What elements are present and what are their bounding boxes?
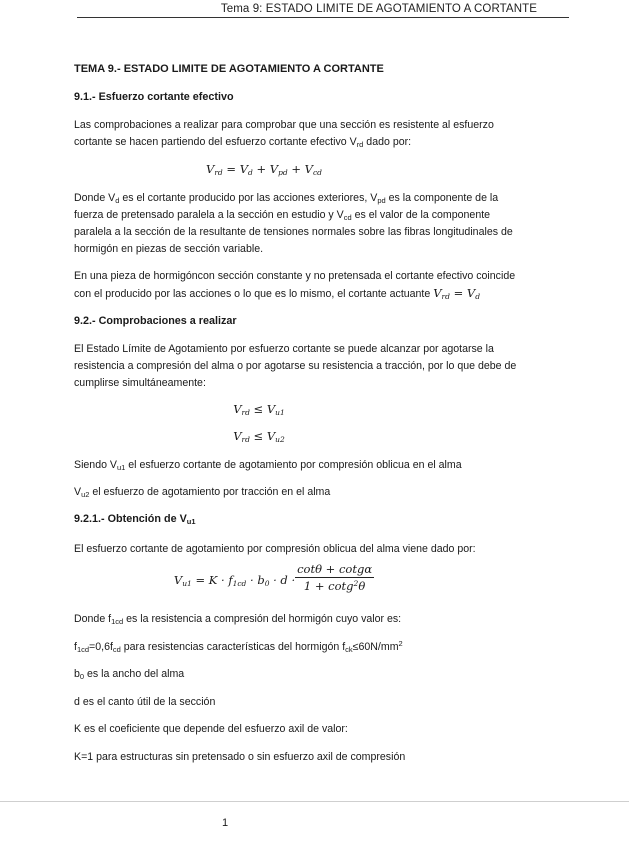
paragraph-4-line-2: resistencia a compresión del alma o por agotarse su resistencia a tracción, por lo que debe de: [74, 360, 517, 372]
section-9-2-heading: 9.2.- Comprobaciones a realizar: [74, 315, 237, 327]
paragraph-4: [74, 341, 516, 392]
paragraph-1-line-1: Las comprobaciones a realizar para comprobar que una sección es resistente al esfuerzo: [74, 119, 494, 131]
paragraph-4-line-3: cumplirse simultáneamente:: [74, 377, 206, 389]
paragraph-9: $f_{1cd}=0,6f_{cd}$ para resistencias características del hormigón $f_{ck}\le 60N/mm^2$: [74, 639, 403, 654]
paragraph-2-line-3: paralela a la sección de la resultante de tensiones normales sobre las fibras longitudinales de: [74, 226, 513, 238]
footer-divider: [0, 801, 629, 802]
paragraph-3-line-2: con el producido por las acciones o lo que es lo mismo, el cortante actuante $V_{rd} = V_d$: [74, 286, 480, 301]
paragraph-6: $V_{u2}$ el esfuerzo de agotamiento por tracción en el alma: [74, 486, 331, 499]
paragraph-10: $b_0$ es la ancho del alma: [74, 668, 185, 681]
paragraph-12: K es el coeficiente que depende del esfuerzo axil de valor:: [74, 723, 348, 735]
inequality-compression: $V_{rd} \le V_{u1}$: [233, 402, 285, 417]
document-title: TEMA 9.- ESTADO LIMITE DE AGOTAMIENTO A CORTANTE: [74, 63, 384, 75]
header-divider: [77, 17, 569, 18]
paragraph-5: Siendo $V_{u1}$ el esfuerzo cortante de agotamiento por compresión oblicua en el alma: [74, 459, 462, 472]
section-9-1-heading: 9.1.- Esfuerzo cortante efectivo: [74, 91, 234, 103]
paragraph-7: El esfuerzo cortante de agotamiento por compresión oblicua del alma viene dado por:: [74, 543, 476, 555]
page-header: [0, 0, 629, 18]
page-number: 1: [222, 817, 229, 829]
paragraph-3-line-1: En una pieza de hormigóncon sección constante y no pretensada el cortante efectivo coincide: [74, 270, 516, 282]
paragraph-4-line-1: El Estado Límite de Agotamiento por esfuerzo cortante se puede alcanzar por agotarse la: [74, 343, 494, 355]
paragraph-2-line-1: Donde $V_d$ es el cortante producido por las acciones exteriores, $V_{pd}$ es la componente de la: [74, 192, 499, 205]
equation-vu1: $V_{u1} = K \cdot f_{1cd} \cdot b_0 \cdot d$ · $\frac{\cot\theta + \cot g\alpha}{1 + \cot g^2\theta}$: [173, 562, 373, 593]
header-title: Tema 9: ESTADO LIMITE DE AGOTAMIENTO A CORTANTE: [220, 3, 537, 15]
equation-effective-shear: $V_{rd} = V_d + V_{pd} + V_{cd}$: [206, 162, 322, 177]
inequality-tension: $V_{rd} \le V_{u2}$: [233, 429, 285, 444]
paragraph-13: K=1 para estructuras sin pretensado o sin esfuerzo axil de compresión: [74, 751, 406, 763]
paragraph-11: d es el canto útil de la sección: [74, 696, 216, 708]
paragraph-1-line-2: cortante se hacen partiendo del esfuerzo cortante efectivo $V_{rd}$ dado por:: [74, 136, 412, 149]
paragraph-1: [74, 117, 494, 151]
inline-equation: $V_{rd} = V_d$: [433, 286, 480, 301]
paragraph-2: [74, 190, 513, 258]
equation-fraction: $\frac{\cot\theta + \cot g\alpha}{1 + \cot g^2\theta}$: [297, 562, 373, 593]
paragraph-3: [74, 268, 515, 303]
section-9-2-1-heading: 9.2.1.- Obtención de $V_{u1}$: [74, 513, 196, 526]
paragraph-8: Donde $f_{1cd}$ es la resistencia a compresión del hormigón cuyo valor es:: [74, 613, 402, 626]
paragraph-2-line-2: fuerza de pretensado paralela a la sección en estudio y $V_{cd}$ es el valor de la componente: [74, 209, 491, 222]
paragraph-2-line-4: hormigón en piezas de sección variable.: [74, 243, 264, 255]
